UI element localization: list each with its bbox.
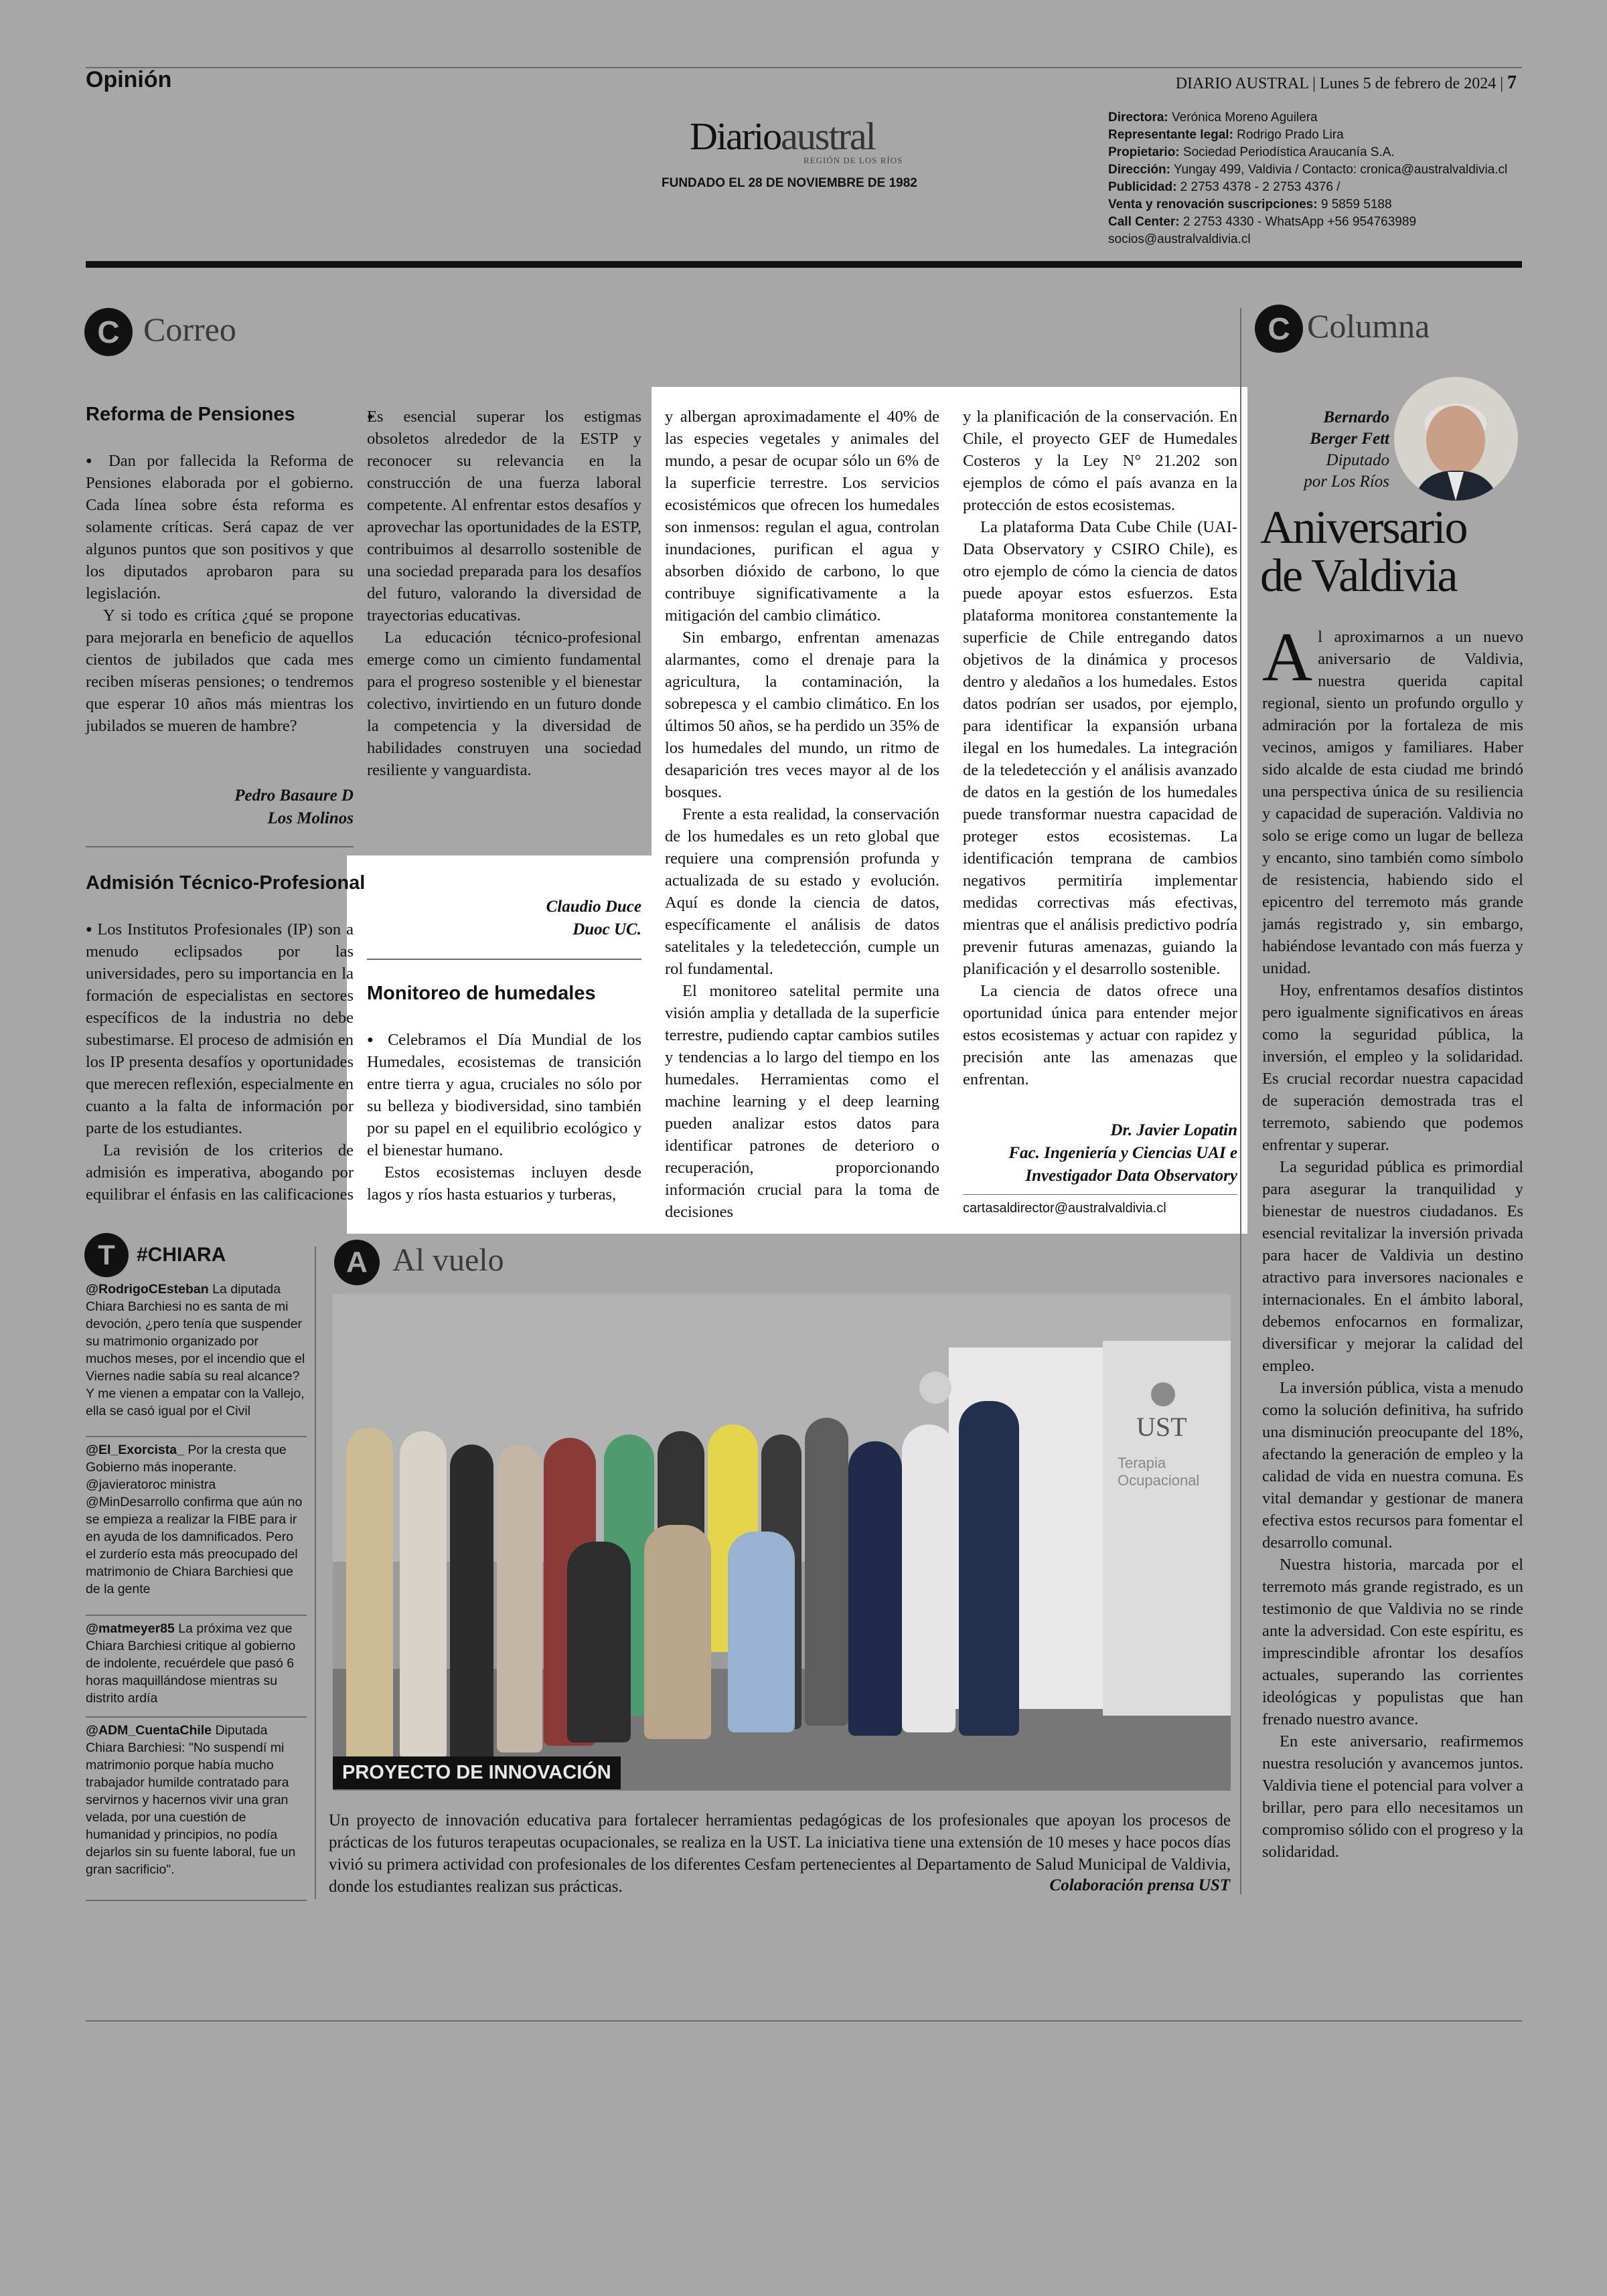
paragraph: Y si todo es crítica ¿qué se propone para mejorarla en beneficio de aquellos cientos de jubilados que cada mes reciben míseras pensiones; o tendremos que esperar 10 años más mientras los jubilados se mueren de hambre?	[86, 606, 354, 735]
signer: Pedro Basaure D	[234, 787, 354, 805]
section-label: Opinión	[86, 67, 172, 92]
headline-line1: Aniversario	[1260, 502, 1467, 554]
founded-line: FUNDADO EL 28 DE NOVIEMBRE DE 1982	[662, 176, 917, 190]
paragraph: Nuestra historia, marcada por el terremoto más grande registrado, es un testimonio de que Valdivia no se rinde ante la adversidad. Con este espíritu, es imprescindible afrontar los desafíos actuales, superando las corrientes ideológicas y populistas que han frenado nuestro avance.	[1262, 1556, 1523, 1728]
paragraph: ● Los Institutos Profesionales (IP) son a menudo eclipsados por las universidades, pero su importancia en la formación de especialistas en sectores específicos de la industria no debe subestimarse. El proceso de admisión en los IP presenta desafíos y oportunidades que merecen reflexión, especialmente en cuanto a la falta de información por parte de los estudiantes.	[86, 918, 354, 1139]
paragraph: Sin embargo, enfrentan amenazas alarmantes, como el drenaje para la agricultura, la contaminación, la sobrepesca y el cambio climático. En los últimos 50 años, se ha perdido un 35% de los humedales del mundo, un ritmo de desaparición tres veces mayor al de los bosques.	[665, 629, 939, 801]
letter3-heading: Monitoreo de humedales	[367, 983, 596, 1004]
correo-letter: C	[84, 308, 133, 356]
masthead-logo	[690, 114, 917, 159]
column-divider	[1240, 308, 1241, 1894]
columna-title: Columna	[1307, 307, 1430, 345]
paragraph: La seguridad pública es primordial para asegurar la tranquilidad y bienestar de nuestros ciudadanos. Es esencial revitalizar la inversión privada para hacer de Valdivia un destino atractivo para inversores nacionales e internacionales. En el ámbito laboral, debemos enfocarnos en formalizar, diversificar y mejorar la calidad del empleo.	[1262, 1158, 1523, 1375]
letter1-heading: Reforma de Pensiones	[86, 404, 295, 425]
letter1-body	[86, 450, 354, 737]
headline-line2: de Valdivia	[1260, 550, 1457, 602]
paragraph: El monitoreo satelital permite una visión amplia y detallada de la superficie terrestre, pudiendo captar cambios sutiles y tendencias a lo largo del tiempo en los humedales. Herramientas como el machine learning y el deep learning pueden analizar estos datos para identificar patrones de deterioro o recuperación, proporcionando información crucial para la toma de decisiones	[665, 982, 939, 1221]
author-last: Berger Fett	[1310, 430, 1389, 448]
letter2-body-a	[86, 918, 354, 1206]
signer-affiliation: Fac. Ingeniería y Ciencias UAI e	[1008, 1144, 1237, 1162]
banner-subtitle: Terapia Ocupacional	[1118, 1455, 1200, 1489]
letter2-signature	[367, 896, 641, 941]
paper-dateline	[1176, 72, 1517, 94]
author-avatar	[1394, 377, 1518, 501]
staff-line: Directora: Verónica Moreno Aguilera	[1108, 110, 1318, 125]
paragraph: ● Celebramos el Día Mundial de los Humedales, ecosistemas de transición entre tierra y agua, cruciales no sólo por su belleza y biodiversidad, sino también por su papel en el equilibrio ecológico y el bienestar humano.	[367, 1029, 641, 1161]
staff-line: Dirección: Yungay 499, Valdivia / Contacto: cronica@australvaldivia.cl	[1108, 163, 1508, 177]
staff-line: Publicidad: 2 2753 4378 - 2 2753 4376 /	[1108, 180, 1341, 194]
alvuelo-letter: A	[334, 1240, 380, 1285]
column-headline	[1260, 504, 1466, 600]
paragraph: Estos ecosistemas incluyen desde lagos y ríos hasta estuarios y turberas,	[367, 1163, 641, 1204]
paragraph: La ciencia de datos ofrece una oportunidad única para entender mejor estos ecosistemas y actuar con rapidez y precisión ante las amenazas que enfrentan.	[963, 982, 1237, 1088]
logo-subtitle: REGIÓN DE LOS RÍOS	[804, 155, 903, 165]
letter2-heading: Admisión Técnico-Profesional	[86, 872, 366, 894]
staff-box	[1108, 109, 1507, 248]
tweet-text: La diputada Chiara Barchiesi no es santa de mi devoción, ¿pero tenía que suspender su matrimonio organizado por muchos meses, por el incendio que el Viernes nadie sabía su real alcance? Y me vienen a empatar con la Vallejo, ella se casó igual por el Civil	[86, 1282, 305, 1418]
staff-line: Representante legal: Rodrigo Prado Lira	[1108, 128, 1344, 142]
paragraph: La inversión pública, vista a menudo como la solución definitiva, ha sufrido una disminución preocupante del 18%, afectando la generación de empleo y la calidad de vida en nuestra comuna. Es vital demandar y gestionar de manera efectiva estos recursos para fomentar el desarrollo comunal.	[1262, 1379, 1523, 1552]
signer: Claudio Duce	[546, 898, 641, 916]
letter3-body-a	[367, 1029, 641, 1206]
chiara-divider	[315, 1246, 316, 1899]
column-body	[1262, 619, 1523, 1863]
alvuelo-title: Al vuelo	[392, 1242, 504, 1278]
tweet-handle[interactable]: @RodrigoCEsteban	[86, 1282, 209, 1297]
paragraph: Es esencial superar los estigmas obsoletos alrededor de la ESTP y reconocer su relevancia en la construcción de una fuerza laboral competente. Al enfrentar estos desafíos y aprovechar las oportunidades de la ESTP, contribuimos al desarrollo sostenible de una sociedad preparada para los desafíos del futuro, valorando la diversidad de trayectorias educativas.	[367, 408, 641, 625]
chiara-letter: T	[84, 1233, 129, 1277]
staff-line: Propietario: Sociedad Periodística Araucanía S.A.	[1108, 145, 1395, 159]
letter3-body-b	[665, 406, 939, 1223]
signer-place: Los Molinos	[267, 809, 354, 827]
page-number: 7	[1507, 72, 1517, 93]
tweet-handle[interactable]: @ADM_CuentaChile	[86, 1723, 212, 1738]
group-photo	[333, 1294, 1231, 1791]
paragraph: Al aproximarnos a un nuevo aniversario de Valdivia, nuestra querida capital regional, siento un profundo orgullo y admiración por la fortaleza de mis vecinos, amigos y familiares. Haber sido alcalde de esta ciudad me brindó una perspectiva única de su resiliencia y capacidad de superación. Valdivia no solo se erige como un lugar de belleza y encanto, sino también como símbolo de resistencia, habiendo sido el epicentro del terremoto más grande jamás registrado y, sin embargo, habiéndose levantado con más fuerza y unidad.	[1262, 619, 1523, 977]
bottom-rule	[86, 2020, 1522, 2022]
signer-place: Duoc UC.	[572, 920, 641, 938]
paragraph: ● Dan por fallecida la Reforma de Pensiones elaborada por el gobierno. Cada línea sobre ésta reforma es solamente críticas. Será capaz de ver algunos puntos que son positivos y que los diputados aprobaron para su legislación.	[86, 450, 354, 604]
logo-main: Diario	[690, 114, 781, 158]
paragraph: La plataforma Data Cube Chile (UAI-Data Observatory y CSIRO Chile), es otro ejemplo de cómo la ciencia de datos puede apoyar estos esfuerzos. Esta plataforma monitorea constantemente la superficie de Chile entregando datos objetivos de la dinámica y procesos dentro y aledaños a los humedales. Estos datos podrían ser usados, por ejemplo, para identificar la expansión urbana ilegal en los humedales. La integración de la teledetección y el análisis avanzado de datos en la gestión de los humedales puede transformar nuestra capacidad de proteger estos ecosistemas. La identificación temprana de cambios negativos permitiría implementar medidas correctivas más efectivas, mientras que el análisis predictivo podría prevenir futuras amenazas, guiando la planificación y el desarrollo sostenible.	[963, 518, 1237, 978]
staff-line: Call Center: 2 2753 4330 - WhatsApp +56 954763989	[1108, 215, 1417, 229]
caption-text: Un proyecto de innovación educativa para fortalecer herramientas pedagógicas de los profesionales que apoyan los procesos de prácticas de los futuros terapeutas ocupacionales, se realiza en la UST. La iniciativa tiene una extensión de 10 meses y hace pocos días vivió su primera actividad con profesionales de los diferentes Cesfam pertenecientes al Departamento de Salud Municipal de Valdivia, donde los estudiantes realizan sus prácticas.	[329, 1811, 1231, 1896]
tweet-text: Diputada Chiara Barchiesi: "No suspendí mi matrimonio porque había mucho trabajador humilde contratado para servirnos y hacernos vivir una gran velada, por una cuestión de humanidad y principios, no podía dejarlos sin su fuente laboral, fue un gran sacrificio".	[86, 1723, 296, 1877]
tweet-text: La próxima vez que Chiara Barchiesi critique al gobierno de indolente, recuérdele que pasó 6 horas maquillándose mientras su distrito ardía	[86, 1621, 296, 1706]
header-rule	[86, 261, 1522, 268]
paragraph: Frente a esta realidad, la conservación de los humedales es un reto global que requiere una comprensión profunda y actualizada de su estado y evolución. Aquí es donde la ciencia de datos, específicamente el análisis de datos satelitales y la teledetección, cumple un rol fundamental.	[665, 805, 939, 978]
paragraph: En este aniversario, reafirmemos nuestra resolución y avancemos juntos. Valdivia tiene el potencial para volver a brillar, pero para ello necesitamos un compromiso sólido con el progreso y la solidaridad.	[1262, 1732, 1523, 1861]
tweet	[86, 1441, 307, 1598]
chiara-title: #CHIARA	[137, 1244, 226, 1266]
paragraph: La revisión de los criterios de admisión es imperativa, abogando por equilibrar el énfasis en las calificaciones	[86, 1141, 354, 1204]
paragraph: La educación técnico-profesional emerge como un cimiento fundamental para el progreso sostenible y el bienestar colectivo, invirtiendo en un futuro donde la competencia y la diversidad de habilidades construyen una sociedad resiliente y vanguardista.	[367, 629, 641, 779]
paragraph: y albergan aproximadamente el 40% de las especies vegetales y animales del mundo, a pesar de ocupar sólo un 6% de la superficie terrestre. Los servicios ecosistémicos que ofrecen los humedales son inmensos: regulan el agua, controlan inundaciones, purifican el agua y absorben dióxido de carbono, lo que contribuye significativamente a la mitigación del cambio climático.	[665, 408, 939, 625]
author-box	[1259, 407, 1389, 493]
letter3-signature	[963, 1119, 1237, 1187]
signer: Dr. Javier Lopatin	[1110, 1121, 1237, 1139]
columna-letter: C	[1255, 305, 1303, 353]
tweet	[86, 1620, 307, 1707]
paragraph: Hoy, enfrentamos desafíos distintos pero igualmente significativos en áreas como la seguridad pública, la inversión, el empleo y la solidaridad. Es crucial recordar nuestra capacidad de superación demostrada tras el terremoto, sabiendo que podemos enfrentar y superar.	[1262, 981, 1523, 1154]
staff-line: socios@australvaldivia.cl	[1108, 232, 1251, 246]
dateline-text: DIARIO AUSTRAL | Lunes 5 de febrero de 2024 |	[1175, 75, 1503, 92]
letter3-body-c	[963, 406, 1237, 1090]
letters-email[interactable]: cartasaldirector@australvaldivia.cl	[963, 1201, 1166, 1216]
tweet-handle[interactable]: @matmeyer85	[86, 1621, 175, 1636]
author-role: Diputado	[1326, 451, 1389, 469]
correo-title: Correo	[143, 311, 236, 348]
signer-affiliation: Investigador Data Observatory	[1025, 1167, 1237, 1185]
logo-accent: austral	[781, 114, 875, 158]
author-first: Bernardo	[1323, 408, 1389, 426]
tweet-text: Por la cresta que Gobierno más inoperante. @javieratoroc ministra @MinDesarrollo confirma que aún no se empieza a realizar la FIBE para ir en ayuda de los damnificados. Pero el zurderío esta más preocupado del matrimonio de Chiara Barchiesi que de la gente	[86, 1443, 303, 1596]
tweet	[86, 1722, 307, 1878]
letter1-signature	[86, 785, 354, 830]
photo-credit: Colaboración prensa UST	[1049, 1876, 1230, 1894]
staff-line: Venta y renovación suscripciones: 9 5859 5188	[1108, 197, 1392, 212]
drop-cap: A	[1262, 619, 1313, 695]
letter2-continued	[367, 406, 641, 881]
tweet	[86, 1281, 307, 1420]
author-role2: por Los Ríos	[1304, 473, 1389, 491]
paragraph: y la planificación de la conservación. En Chile, el proyecto GEF de Humedales Costeros y la Ley N° 21.202 son ejemplos de cómo el país avanza en la protección de estos ecosistemas.	[963, 408, 1237, 514]
tweet-handle[interactable]: @El_Exorcista_	[86, 1443, 184, 1457]
photo-label: PROYECTO DE INNOVACIÓN	[333, 1756, 621, 1789]
banner-logo: UST	[1136, 1412, 1187, 1442]
